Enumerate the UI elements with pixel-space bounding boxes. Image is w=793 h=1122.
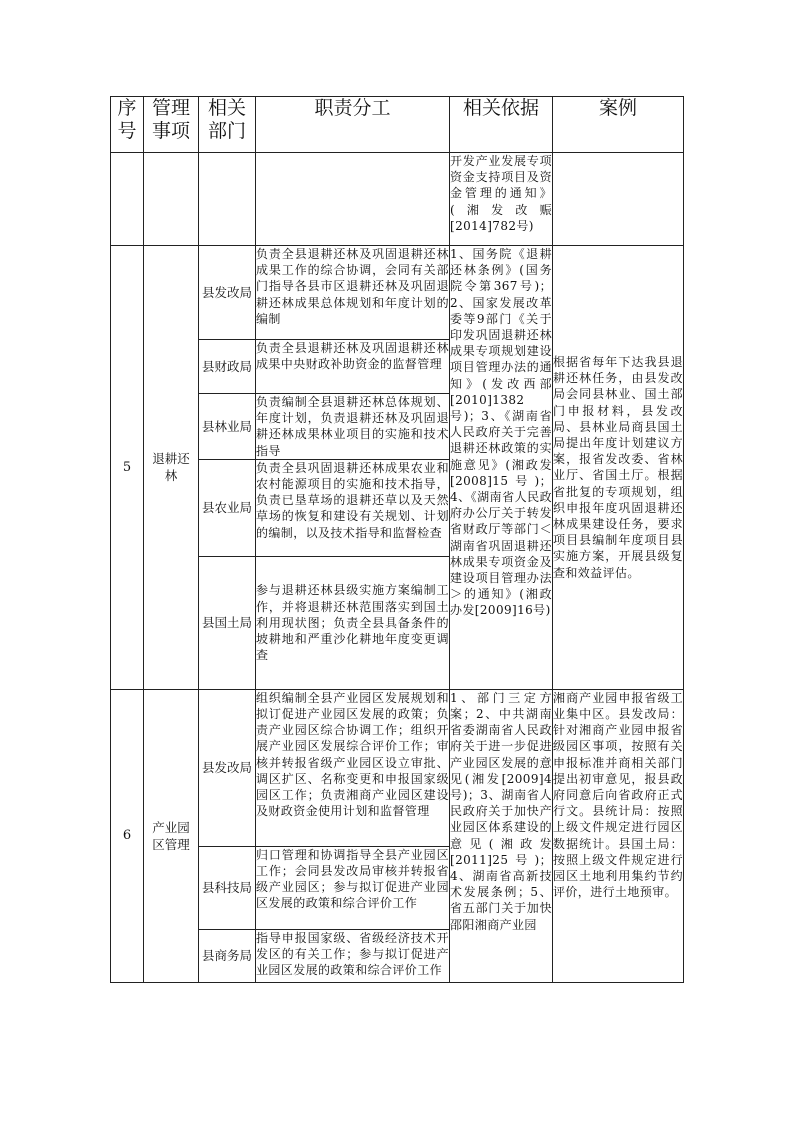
dept-name: 县科技局	[199, 846, 256, 929]
row-case: 根据省每年下达我县退耕还林任务，由县发改局会同县林业、国土部门申报材料，县发改局、县林业局商县国土局提出年度计划建议方案，报省发改委、省林业厅、省国土厅。根据省批复的专项规划，组织申报年度巩固退耕还林成果建设任务，要求项目县编制年度项目县实施方案，开展县级复查和效益评估。	[553, 246, 684, 690]
dept-name: 县发改局	[199, 246, 256, 340]
dept-name: 县商务局	[199, 929, 256, 982]
row-item: 退耕还林	[144, 246, 199, 690]
dept-duty: 参与退耕还林县级实施方案编制工作，并将退耕还林范围落实到国土利用现状图；负责全县具备条件的坡耕地和严重沙化耕地年度变更调查	[256, 556, 450, 689]
dept-duty: 负责全县巩固退耕还林成果农业和农村能源项目的实施和技术指导，负责已垦草场的退耕还草以及天然草场的恢复和建设有关规划、计划的编制，以及技术指导和监督检查	[256, 459, 450, 556]
dept-name: 县国土局	[199, 556, 256, 689]
table-row	[111, 689, 684, 846]
header-item: 管理事项	[144, 97, 199, 153]
row-seq: 6	[111, 689, 144, 982]
dept-duty: 负责全县退耕还林及巩固退耕还林成果中央财政补助资金的监督管理	[256, 340, 450, 394]
header-dept: 相关部门	[199, 97, 256, 153]
dept-duty: 负责全县退耕还林及巩固退耕还林成果工作的综合协调，会同有关部门指导各县市区退耕还林及巩固退耕还林成果总体规划和年度计划的编制	[256, 246, 450, 340]
header-case: 案例	[553, 97, 684, 153]
dept-name: 县发改局	[199, 689, 256, 846]
row-case: 湘商产业园申报省级工业集中区。县发改局：针对湘商产业园申报省级园区事项，按照有关申报标准并商相关部门提出初审意见，报县政府同意后向省政府正式行文。县统计局：按照上级文件规定进行园区数据统计。县国土局：按照上级文件规定进行园区土地利用集约节约评价，进行土地预审。	[553, 689, 684, 982]
continued-row	[111, 153, 684, 246]
header-duty: 职责分工	[256, 97, 450, 153]
row-seq: 5	[111, 246, 144, 690]
table-row	[111, 246, 684, 340]
row-basis: 1、国务院《退耕还林条例》(国务院令第367号)；2、国家发展改革委等9部门《关于印发巩固退耕还林成果专项规划建设项目管理办法的通知》(发改西部[2010]1382号)；3、《湖南省人民政府关于完善退耕还林政策的实施意见》(湘政发[2008]15号)；4、《湖南省人民政府办公厅关于转发省财政厅等部门＜湖南省巩固退耕还林成果专项资金及建设项目管理办法＞的通知》(湘政办发[2009]16号)	[450, 246, 553, 690]
dept-name: 县农业局	[199, 459, 256, 556]
header-row	[111, 97, 684, 153]
responsibility-table	[110, 96, 684, 983]
dept-duty: 归口管理和协调指导全县产业园区工作；会同县发改局审核并转报省级产业园区；参与拟订促进产业园区发展的政策和综合评价工作	[256, 846, 450, 929]
header-basis: 相关依据	[450, 97, 553, 153]
dept-duty: 负责编制全县退耕还林总体规划、年度计划，负责退耕还林及巩固退耕还林成果林业项目的实施和技术指导	[256, 395, 449, 458]
header-seq: 序号	[111, 97, 144, 153]
row-item: 产业园区管理	[144, 689, 199, 982]
dept-duty: 指导申报国家级、省级经济技术开发区的有关工作；参与拟订促进产业园区发展的政策和综合评价工作	[256, 929, 450, 982]
continued-basis: 开发产业发展专项资金支持项目及资金管理的通知》(湘发改赈[2014]782号)	[450, 153, 553, 246]
dept-name: 县财政局	[199, 340, 256, 394]
dept-duty: 组织编制全县产业园区发展规划和拟订促进产业园区发展的政策；负责产业园区综合协调工作；组织开展产业园区发展综合评价工作；审核并转报省级产业园区设立审批、调区扩区、名称变更和申报国家级园区工作；负责湘商产业园区建设及财政资金使用计划和监督管理	[256, 689, 450, 846]
row-basis: 1、部门三定方案；2、中共湖南省委湖南省人民政府关于进一步促进产业园区发展的意见(湘发[2009]4号)；3、湖南省人民政府关于加快产业园区体系建设的意见(湘政发[2011]25号)；4、湖南省高新技术发展条例；5、省五部门关于加快邵阳湘商产业园	[450, 689, 553, 982]
dept-name: 县林业局	[199, 394, 256, 460]
